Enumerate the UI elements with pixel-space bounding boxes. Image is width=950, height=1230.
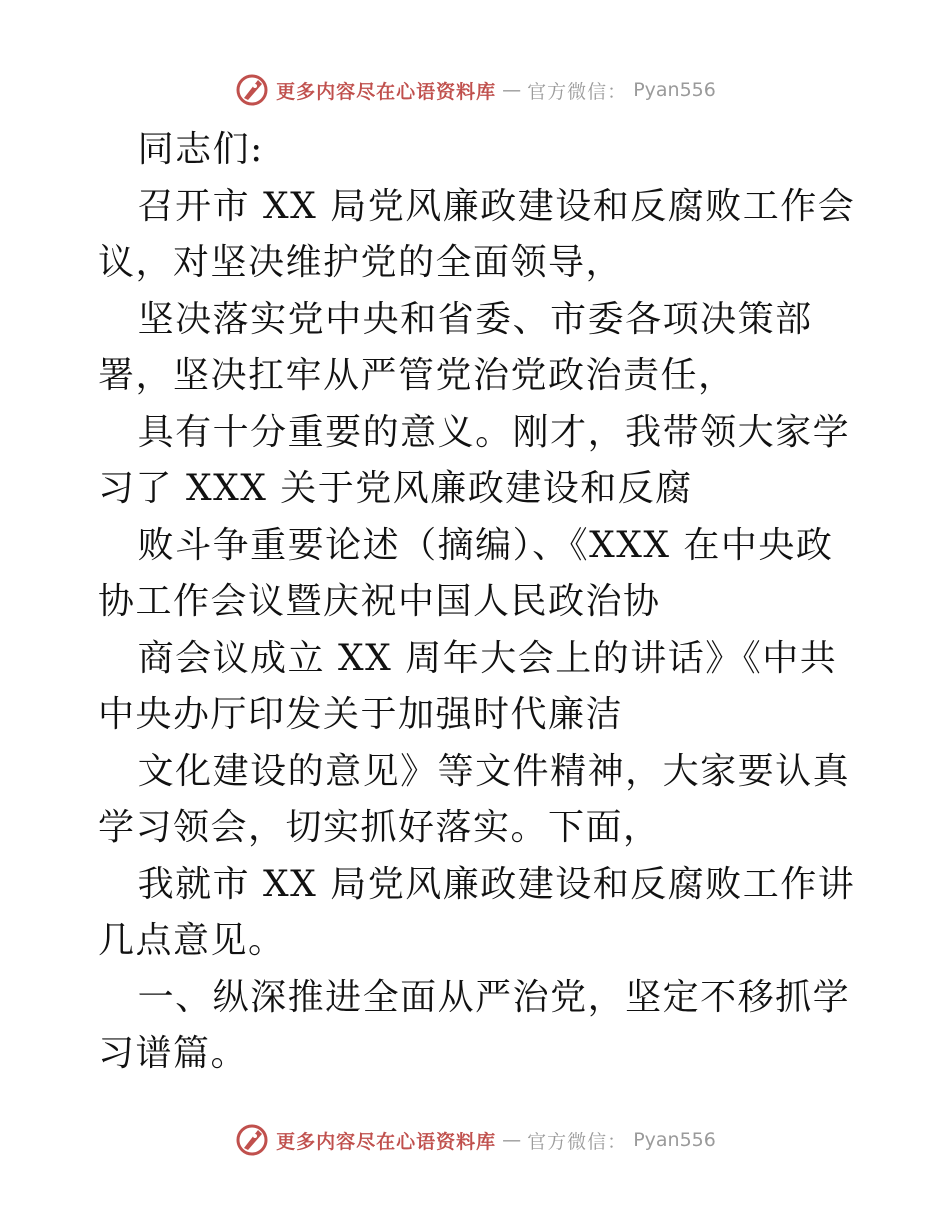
banner-main-text: 更多内容尽在心语资料库 bbox=[276, 1130, 497, 1153]
paragraph: 败斗争重要论述（摘编）、《XXX 在中央政协工作会议暨庆祝中国人民政治协 bbox=[98, 524, 834, 622]
banner-wechat-label: 官方微信： bbox=[527, 1130, 628, 1153]
paragraph: 文化建设的意见》等文件精神，大家要认真学习领会，切实抓好落实。下面， bbox=[98, 750, 851, 848]
banner-wechat-label: 官方微信： bbox=[527, 80, 628, 103]
banner-wechat-id: Pyan556 bbox=[633, 1129, 716, 1151]
paragraph-salutation: 同志们: bbox=[137, 129, 264, 170]
header-banner bbox=[0, 70, 950, 110]
document-body bbox=[98, 122, 858, 1083]
banner-main-text: 更多内容尽在心语资料库 bbox=[276, 80, 497, 103]
footer-banner bbox=[0, 1120, 950, 1160]
paragraph: 具有十分重要的意义。刚才，我带领大家学习了 XXX 关于党风廉政建设和反腐 bbox=[98, 411, 851, 509]
banner-separator: — bbox=[502, 79, 522, 101]
banner-separator: — bbox=[502, 1129, 522, 1151]
paragraph: 商会议成立 XX 周年大会上的讲话》《中共中央办厅印发关于加强时代廉洁 bbox=[98, 637, 838, 735]
paragraph: 召开市 XX 局党风廉政建设和反腐败工作会议，对坚决维护党的全面领导， bbox=[98, 185, 856, 283]
banner-wechat-id: Pyan556 bbox=[633, 79, 716, 101]
paragraph: 坚决落实党中央和省委、市委各项决策部署，坚决扛牢从严管党治党政治责任， bbox=[98, 298, 813, 396]
pen-nib-circle-icon bbox=[234, 1122, 270, 1158]
section-heading: 一、纵深推进全面从严治党，坚定不移抓学习谱篇。 bbox=[98, 976, 851, 1074]
pen-nib-circle-icon bbox=[234, 72, 270, 108]
paragraph: 我就市 XX 局党风廉政建设和反腐败工作讲几点意见。 bbox=[98, 863, 856, 961]
